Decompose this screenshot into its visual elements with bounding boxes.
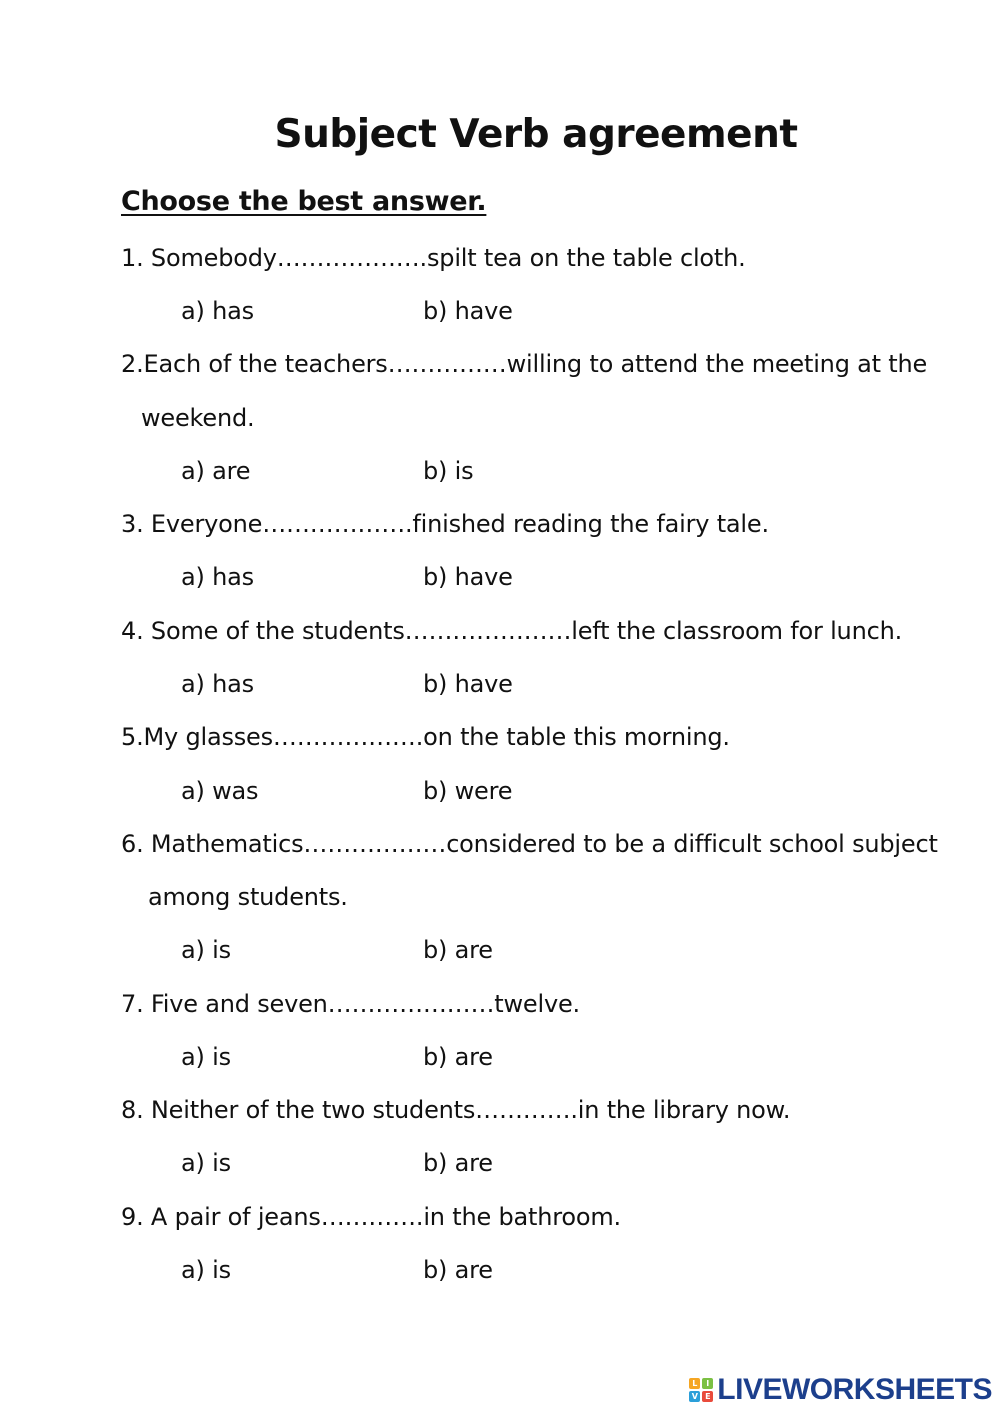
question-3-text: 3. Everyone……………….finished reading the fairy tale. bbox=[121, 510, 769, 538]
logo-letter-v: V bbox=[689, 1391, 700, 1402]
question-5-option-a[interactable]: a) was bbox=[181, 777, 259, 805]
logo-letter-l: L bbox=[689, 1378, 700, 1389]
question-6-option-a[interactable]: a) is bbox=[181, 936, 231, 964]
question-8-option-b[interactable]: b) are bbox=[423, 1149, 493, 1177]
question-2-option-a[interactable]: a) are bbox=[181, 457, 251, 485]
question-8-option-a[interactable]: a) is bbox=[181, 1149, 231, 1177]
question-2-text-continued: weekend. bbox=[141, 404, 255, 432]
question-6-option-b[interactable]: b) are bbox=[423, 936, 493, 964]
question-7-text: 7. Five and seven…………………twelve. bbox=[121, 990, 580, 1018]
liveworksheets-logo-icon bbox=[689, 1378, 713, 1402]
question-3-option-b[interactable]: b) have bbox=[423, 563, 513, 591]
question-6-text: 6. Mathematics………………considered to be a difficult school subject bbox=[121, 830, 938, 858]
question-7-option-b[interactable]: b) are bbox=[423, 1043, 493, 1071]
question-5-option-b[interactable]: b) were bbox=[423, 777, 513, 805]
instruction-heading: Choose the best answer. bbox=[121, 186, 487, 217]
question-6-text-continued: among students. bbox=[148, 883, 348, 911]
question-1-text: 1. Somebody……………….spilt tea on the table cloth. bbox=[121, 244, 746, 272]
brand-name: LIVEWORKSHEETS bbox=[717, 1373, 992, 1406]
question-2-text: 2.Each of the teachers……………willing to attend the meeting at the bbox=[121, 350, 928, 378]
question-4-text: 4. Some of the students…………………left the classroom for lunch. bbox=[121, 617, 903, 645]
question-1-option-a[interactable]: a) has bbox=[181, 297, 254, 325]
logo-letter-e: E bbox=[702, 1391, 713, 1402]
question-9-option-b[interactable]: b) are bbox=[423, 1256, 493, 1284]
question-8-text: 8. Neither of the two students………….in the library now. bbox=[121, 1096, 791, 1124]
question-3-option-a[interactable]: a) has bbox=[181, 563, 254, 591]
question-2-option-b[interactable]: b) is bbox=[423, 457, 474, 485]
question-5-text: 5.My glasses……………….on the table this morning. bbox=[121, 723, 730, 751]
page-title: Subject Verb agreement bbox=[274, 112, 798, 157]
question-4-option-b[interactable]: b) have bbox=[423, 670, 513, 698]
logo-letter-i: I bbox=[702, 1378, 713, 1389]
question-9-text: 9. A pair of jeans………….in the bathroom. bbox=[121, 1203, 621, 1231]
question-7-option-a[interactable]: a) is bbox=[181, 1043, 231, 1071]
liveworksheets-brand[interactable] bbox=[689, 1373, 992, 1407]
question-1-option-b[interactable]: b) have bbox=[423, 297, 513, 325]
question-4-option-a[interactable]: a) has bbox=[181, 670, 254, 698]
question-9-option-a[interactable]: a) is bbox=[181, 1256, 231, 1284]
